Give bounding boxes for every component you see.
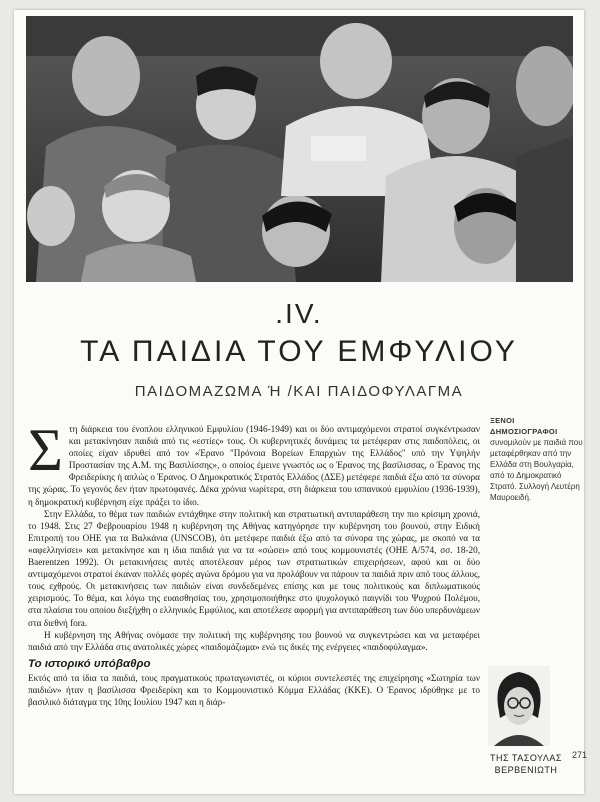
- paragraph-1: [28, 417, 480, 508]
- author-line-1: ΤΗΣ ΤΑΣΟΥΛΑΣ: [490, 753, 562, 763]
- paragraph-4: Εκτός από τα ίδια τα παιδιά, τους πραγματικούς πρωταγωνιστές, οι κύριοι συντελεστές της επιχείρησης «Σωτηρία των παιδιών» ήταν η βασίλισσα Φρειδερίκη και το Κομμουνιστικό Κόμμα Ελλάδας (ΚΚΕ). Ο Έρανος ιδρύθηκε με το βασιλικό διάταγμα της 10ης Ιουλίου 1947 και η διάρ-: [28, 672, 480, 708]
- page-number: 271: [572, 750, 588, 760]
- caption-lead: ΞΕΝΟΙ ΔΗΜΟΣΙΟΓΡΑΦΟΙ: [490, 416, 558, 436]
- chapter-title: ΤΑ ΠΑΙΔΙΑ ΤΟΥ ΕΜΦΥΛΙΟΥ: [80, 335, 518, 368]
- section-heading: Το ιστορικό υπόβαθρο: [28, 657, 151, 670]
- caption-text: συνομιλούν με παιδιά που μεταφέρθηκαν από την Ελλάδα στη Βουλγαρία, από το Δημοκρατικό Στρατό. Συλλογή Λευτέρη Μαυροειδή.: [490, 438, 583, 502]
- chapter-number: .IV.: [275, 298, 323, 329]
- chapter-subtitle: ΠΑΙΔΟΜΑΖΩΜΑ Ή /ΚΑΙ ΠΑΙΔΟΦΥΛΑΓΜΑ: [134, 383, 464, 400]
- paragraph-3: Η κυβέρνηση της Αθήνας ονόμασε την πολιτική της κυβέρνησης του βουνού να συγκεντρώσει και να μεταφέρει παιδιά από την Ελλάδα στις ανατολικές χώρες «παιδομάζωμα» ενώ τις δικές της ενέργειες «παιδοφύλαγμα».: [28, 629, 480, 652]
- book-page: [14, 10, 584, 794]
- author-portrait: [488, 666, 550, 746]
- author-portrait-illustration: [488, 666, 550, 746]
- paragraph-2: Στην Ελλάδα, το θέμα των παιδιών εντάχθηκε στην πολιτική και στρατιωτική αντιπαράθεση την πιο κρίσιμη χρονιά, το 1948. Στις 27 Φεβρουαρίου 1948 η κυβέρνηση της Αθήνας κατηγόρησε την κυβέρνηση του βουνού, στην Ειδική Επιτροπή του ΟΗΕ για τα Βαλκάνια (UNSCOB), ότι μετέφερε παιδιά έξω από τα σύνορα της χώρας, με σκοπό να τα «αφελληνίσει» και μετακίνησε και η ίδια παιδιά για να τα «σώσει» από τους κομμουνιστές (ΟΗΕ Α/574, σσ. 18-20, Baerentzen 1992). Οι μετακινήσεις αυτές αποτέλεσαν μέρος των στρατιωτικών επιχειρήσεων, αφού και οι δύο αντιμαχόμενοι στρατοί έκαναν πολλές φορές αγώνα δρόμου για να προλάβουν να πάρουν τα παιδιά πριν από τους άλλους, τους εχθρούς. Οι μετακινήσεις των παιδιών είναι συνδεδεμένες επίσης και με τους πολιτικούς και διπλωματικούς χειρισμούς. Το θέμα, και λόγω της ευαισθησίας του, χρησιμοποιήθηκε στο ψυχολογικό παιγνίδι του Ψυχρού Πολέμου, στα πλαίσια του οποίου διεξήχθη ο ελληνικός Εμφύλιος, και αποτέλεσε αφορμή για αντιπαράθεση των δύο υπερδυνάμεων στα διεθνή fora.: [28, 508, 480, 628]
- author-credit: [474, 752, 578, 776]
- drop-cap: Σ: [28, 417, 63, 483]
- author-line-2: ΒΕΡΒΕΝΙΩΤΗ: [494, 765, 558, 775]
- children-photo: [26, 16, 573, 282]
- paragraph-1-text: τη διάρκεια του ένοπλου ελληνικού Εμφυλίου (1946-1949) και οι δύο αντιμαχόμενοι στρατοί συγκέντρωσαν και μετακίνησαν παιδιά από τις «εστίες» τους. Οι κυβερνητικές δυνάμεις τα μετέφεραν στις παιδοπόλεις, οι οποίες είχαν ιδρυθεί από τον «Έρανο "Πρόνοια Βορείων Επαρχιών της Ελλάδος" υπό την Υψηλήν Προστασίαν της Α.Μ. της Βασιλίσσης», ο οποίος έμεινε γνωστός ως ο Έρανος της βασίλισσας, ο Έρανος της Φρειδερίκης ή απλώς ο Έρανος. Ο Δημοκρατικός Στρατός Ελλάδος (ΔΣΕ) μετέφερε παιδιά έξω από τα σύνορα της χώρας. Το γεγονός δεν ήταν πρωτοφανές. Δέκα χρόνια νωρίτερα, στη διάρκεια του ισπανικού εμφυλίου (1936-1939), η δημοκρατική κυβέρνηση είχε πράξει το ίδιο.: [28, 424, 480, 507]
- photo-caption: [490, 415, 584, 503]
- photo-illustration: [26, 16, 573, 282]
- article-body: [28, 417, 480, 708]
